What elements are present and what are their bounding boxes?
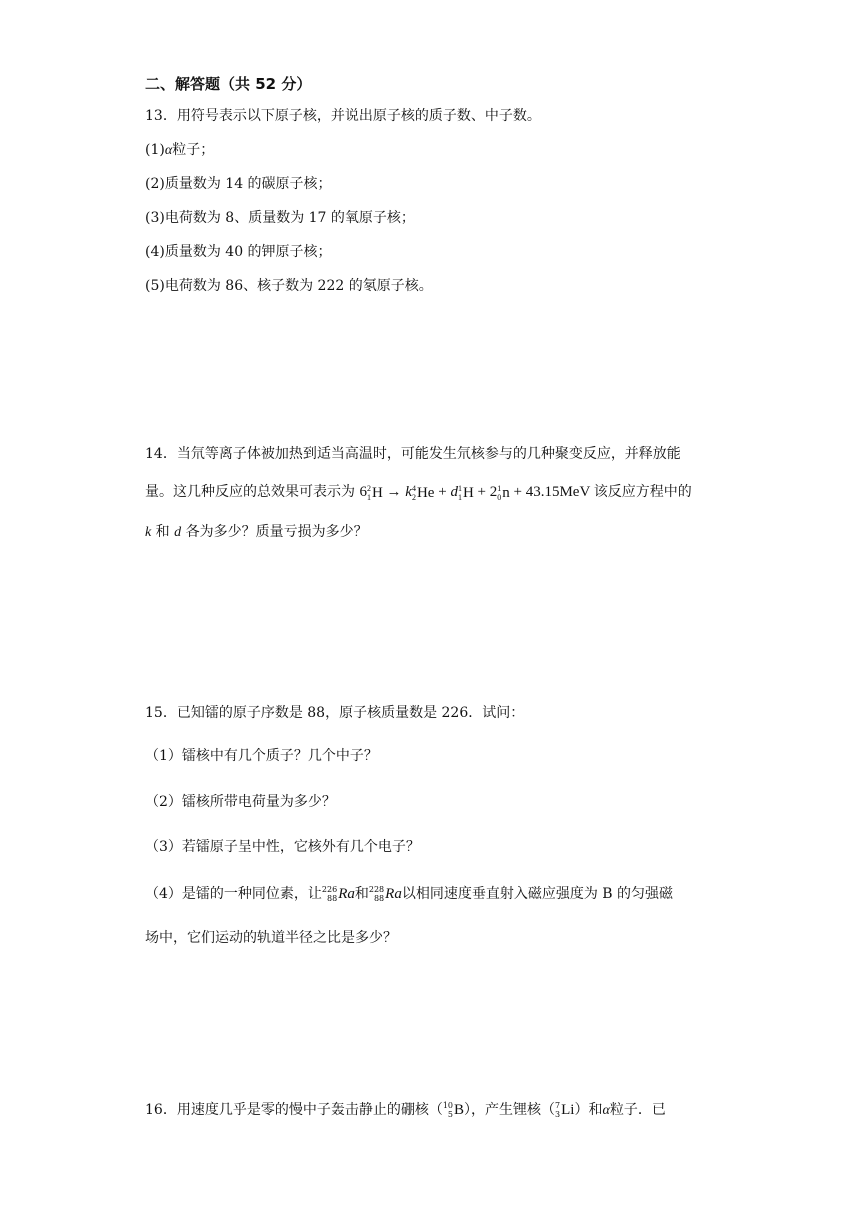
charge-number: 88 <box>327 894 338 903</box>
helium-nuclide <box>412 483 435 503</box>
q14-line3-mid: 和 <box>151 524 175 540</box>
q15-part4-b: 以相同速度垂直射入磁应强度为 B 的匀强磁 <box>401 886 674 902</box>
plus: + <box>477 484 486 500</box>
element-symbol: Li <box>561 1102 575 1118</box>
lithium-nuclide <box>555 1100 574 1120</box>
q13-stem: 13．用符号表示以下原子核，并说出原子核的质子数、中子数。 <box>145 108 541 124</box>
element-symbol: He <box>416 484 435 501</box>
q14-line2-text: 量。这几种反应的总效果可表示为 <box>145 484 355 500</box>
element-symbol: B <box>454 1102 465 1118</box>
mass-number: 4 <box>411 483 416 493</box>
mass-number: 7 <box>555 1101 561 1110</box>
charge-number: 5 <box>447 1110 454 1119</box>
element-symbol: H <box>462 484 474 501</box>
plus: + <box>438 484 447 500</box>
mass-number: 1 <box>457 483 462 493</box>
q13-part1-prefix: (1) <box>145 142 165 158</box>
q16-c: ）和 <box>574 1102 603 1118</box>
q13-part2: (2)质量数为 14 的碳原子核； <box>145 176 332 192</box>
charge-number: 0 <box>497 492 502 502</box>
var-d: d <box>174 525 182 540</box>
var-k: k <box>145 525 152 540</box>
element-symbol: Ra <box>338 886 355 902</box>
neutron-nuclide <box>497 483 510 503</box>
q16-a: 16．用速度几乎是零的慢中子轰击静止的硼核（ <box>145 1102 443 1118</box>
q14-line2-tail: 该反应方程中的 <box>593 484 692 500</box>
q13-part1 <box>145 140 214 161</box>
element-symbol: H <box>371 484 383 501</box>
radium-226-nuclide <box>322 884 355 904</box>
mass-number: 2 <box>366 483 371 493</box>
q15-stem: 15．已知镭的原子序数是 88，原子核质量数是 226．试问： <box>145 705 525 721</box>
q15-part3: （3）若镭原子呈中性，它核外有几个电子？ <box>145 839 420 855</box>
q16-d: 粒子．已 <box>609 1102 666 1118</box>
q13-part4: (4)质量数为 40 的钾原子核； <box>145 244 332 260</box>
charge-number: 3 <box>555 1110 561 1119</box>
energy-value: 43.15MeV <box>525 484 591 500</box>
deuterium-nuclide <box>367 483 383 503</box>
q15-part4-line2: 场中，它们运动的轨道半径之比是多少？ <box>145 930 397 946</box>
charge-number: 88 <box>373 894 385 903</box>
q13-part3: (3)电荷数为 8、质量数为 17 的氧原子核； <box>145 210 415 226</box>
coef-k: k <box>405 484 412 500</box>
arrow: → <box>386 484 402 500</box>
coef-6: 6 <box>359 484 367 500</box>
coef-2: 2 <box>489 484 498 500</box>
q16-line1 <box>145 1100 666 1121</box>
plus: + <box>513 484 522 500</box>
q15-part4-and: 和 <box>354 886 369 902</box>
alpha-symbol: α <box>164 143 173 158</box>
element-symbol: n <box>502 484 510 501</box>
q16-b: ），产生锂核（ <box>464 1102 556 1118</box>
charge-number: 1 <box>366 492 371 502</box>
q14-line2 <box>145 482 692 503</box>
mass-number: 226 <box>321 885 338 894</box>
q13-part1-text: 粒子； <box>172 142 215 158</box>
coef-d: d <box>450 484 458 500</box>
q15-part1: （1）镭核中有几个质子？几个中子？ <box>145 748 378 764</box>
mass-number: 10 <box>442 1101 454 1110</box>
boron-nuclide <box>443 1100 464 1120</box>
charge-number: 1 <box>457 492 462 502</box>
q15-part4-a: （4）是镭的一种同位素，让 <box>145 886 322 902</box>
charge-number: 2 <box>411 492 416 502</box>
q14-line3 <box>145 522 368 543</box>
mass-number: 228 <box>368 885 385 894</box>
section-title: 二、解答题（共 52 分） <box>145 75 312 93</box>
fusion-equation <box>359 484 593 500</box>
q14-line1: 14．当氘等离子体被加热到适当高温时，可能发生氘核参与的几种聚变反应，并释放能 <box>145 446 681 462</box>
element-symbol: Ra <box>385 886 402 902</box>
q15-part4-line1 <box>145 884 673 904</box>
mass-number: 1 <box>497 483 502 493</box>
alpha-symbol: α <box>602 1103 610 1118</box>
q13-part5: (5)电荷数为 86、核子数为 222 的氡原子核。 <box>145 278 433 294</box>
q14-line3-tail: 各为多少？质量亏损为多少？ <box>181 524 368 540</box>
q15-part2: （2）镭核所带电荷量为多少？ <box>145 794 336 810</box>
hydrogen-nuclide <box>458 483 474 503</box>
radium-228-nuclide <box>369 884 402 904</box>
